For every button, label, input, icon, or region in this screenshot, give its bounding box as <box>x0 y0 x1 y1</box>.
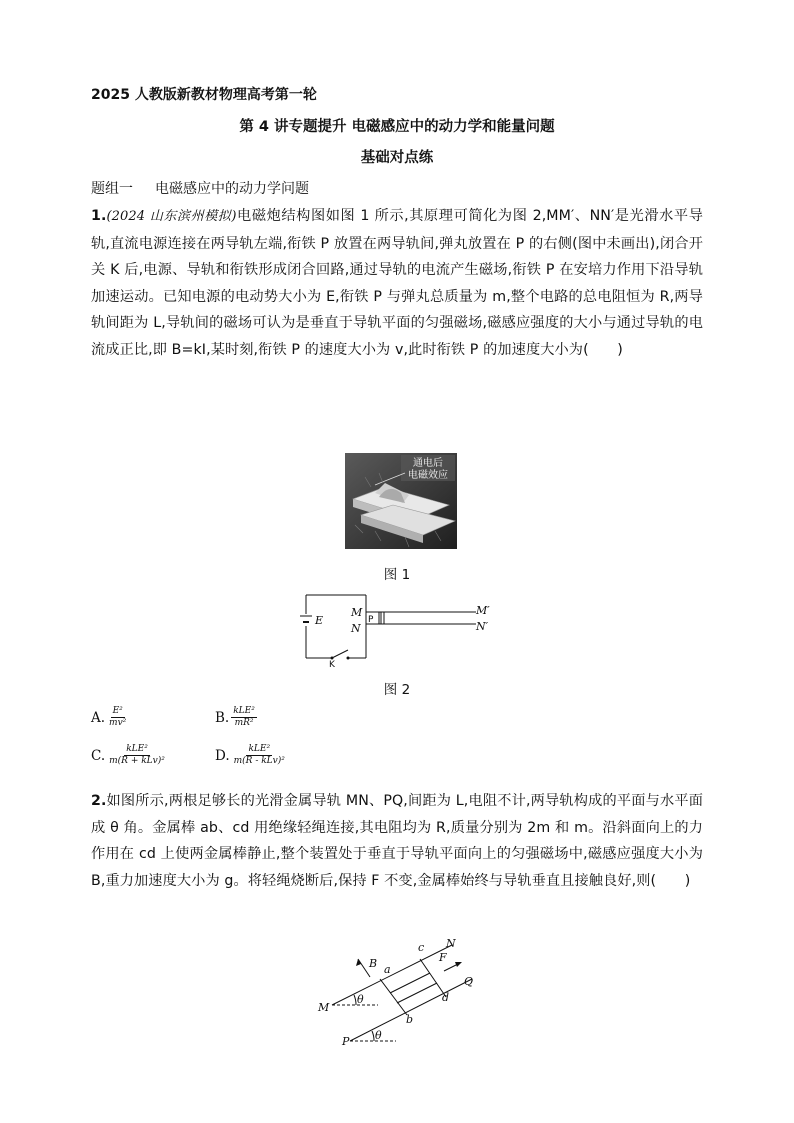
lecture-title: 第 4 讲专题提升 电磁感应中的动力学和能量问题 <box>239 119 555 135</box>
figure-2-label-M-prime: M′ <box>476 604 490 617</box>
figure-3-label-theta-lower: θ <box>375 1029 382 1042</box>
figure-2-circuit-diagram <box>296 590 502 670</box>
course-header: 2025 人教版新教材物理高考第一轮 <box>91 87 317 103</box>
option-b-letter: B. <box>215 709 230 726</box>
option-c-fraction: $\frac{\text{kLE²}}{\text{m(R + kLv)²}}$ <box>109 744 165 766</box>
question-2 <box>91 788 703 894</box>
figure-3-label-N: N <box>446 937 456 950</box>
option-c[interactable] <box>91 744 167 767</box>
figure-2-label-P: P <box>368 615 374 625</box>
option-b[interactable] <box>215 706 257 729</box>
figure-2-label-K: K <box>329 660 335 670</box>
figure-1-railgun-illustration <box>345 453 457 549</box>
figure-3-label-M: M <box>318 1001 330 1014</box>
option-a-letter: A. <box>91 709 106 726</box>
figure-2-label-E: E <box>315 614 324 627</box>
option-a[interactable] <box>91 706 128 729</box>
figure-3-label-a: a <box>384 963 391 976</box>
option-b-fraction: $\frac{\text{kLE²}}{\text{mR²}}$ <box>233 706 255 728</box>
question-1 <box>91 203 703 363</box>
section-title: 基础对点练 <box>360 150 434 166</box>
figure-1-label-line1: 通电后 <box>413 458 443 469</box>
figure-2-label-N: N <box>351 622 361 635</box>
question-1-source: (2024 山东滨州模拟) <box>106 209 237 224</box>
option-d[interactable] <box>215 744 287 767</box>
question-2-number: 2. <box>91 793 107 809</box>
option-a-fraction: $\frac{\text{E²}}{\text{mv²}}$ <box>109 706 127 728</box>
option-d-fraction: $\frac{\text{kLE²}}{\text{m(R - kLv)²}}$ <box>233 744 285 766</box>
figure-2-label-N-prime: N′ <box>476 620 489 633</box>
group-label: 题组一 <box>91 181 133 197</box>
question-1-text: 电磁炮结构图如图 1 所示,其原理可简化为图 2,MM′、NN′是光滑水平导轨,直流电源连接在两导轨左端,衔铁 P 放置在两导轨间,弹丸放置在 P 的右侧(图中未画出),闭合开关 K 后,电源、导轨和衔铁形成闭合回路,通过导轨的电流产生磁场,衔铁 P 在安培力作用下沿导轨加速运动。已知电源的电动势大小为 E,衔铁 P 与弹丸总质量为 m,整个电路的总电阻恒为 R,两导轨间距为 L,导轨间的磁场可认为是垂直于导轨平面的匀强磁场,磁感应强度的大小与通过导轨的电流成正比,即 B=kI,某时刻,衔铁 P 的速度大小为 v,此时衔铁 P 的加速度大小为( ) <box>91 208 703 358</box>
group-name: 电磁感应中的动力学问题 <box>155 181 309 197</box>
group-heading <box>91 178 331 198</box>
question-1-number: 1. <box>91 208 107 224</box>
figure-3-label-Q: Q <box>464 975 474 988</box>
figure-2-label-M: M <box>351 606 363 619</box>
figure-1-label-line2: 电磁效应 <box>408 470 448 481</box>
figure-3-label-P: P <box>342 1035 350 1047</box>
question-2-text: 如图所示,两根足够长的光滑金属导轨 MN、PQ,间距为 L,电阻不计,两导轨构成的平面与水平面成 θ 角。金属棒 ab、cd 用绝缘轻绳连接,其电阻均为 R,质量分别为 2m 和 m。沿斜面向上的力作用在 cd 上使两金属棒静止,整个装置处于垂直于导轨平面向上的匀强磁场中,磁感应强度大小为 B,重力加速度大小为 g。将轻绳烧断后,保持 F 不变,金属棒始终与导轨垂直且接触良好,则( ) <box>91 793 703 889</box>
figure-3-inclined-rails-diagram <box>312 935 494 1047</box>
option-d-letter: D. <box>215 747 230 764</box>
figure-3-label-b: b <box>406 1013 414 1026</box>
figure-3-label-theta-upper: θ <box>357 993 364 1006</box>
figure-1-caption: 图 1 <box>383 567 411 583</box>
figure-3-label-B: B <box>369 957 378 970</box>
figure-2-caption: 图 2 <box>383 682 411 698</box>
figure-3-label-F: F <box>439 951 447 964</box>
figure-3-label-c: c <box>418 941 425 954</box>
figure-3-label-d: d <box>442 991 450 1004</box>
option-c-letter: C. <box>91 747 106 764</box>
